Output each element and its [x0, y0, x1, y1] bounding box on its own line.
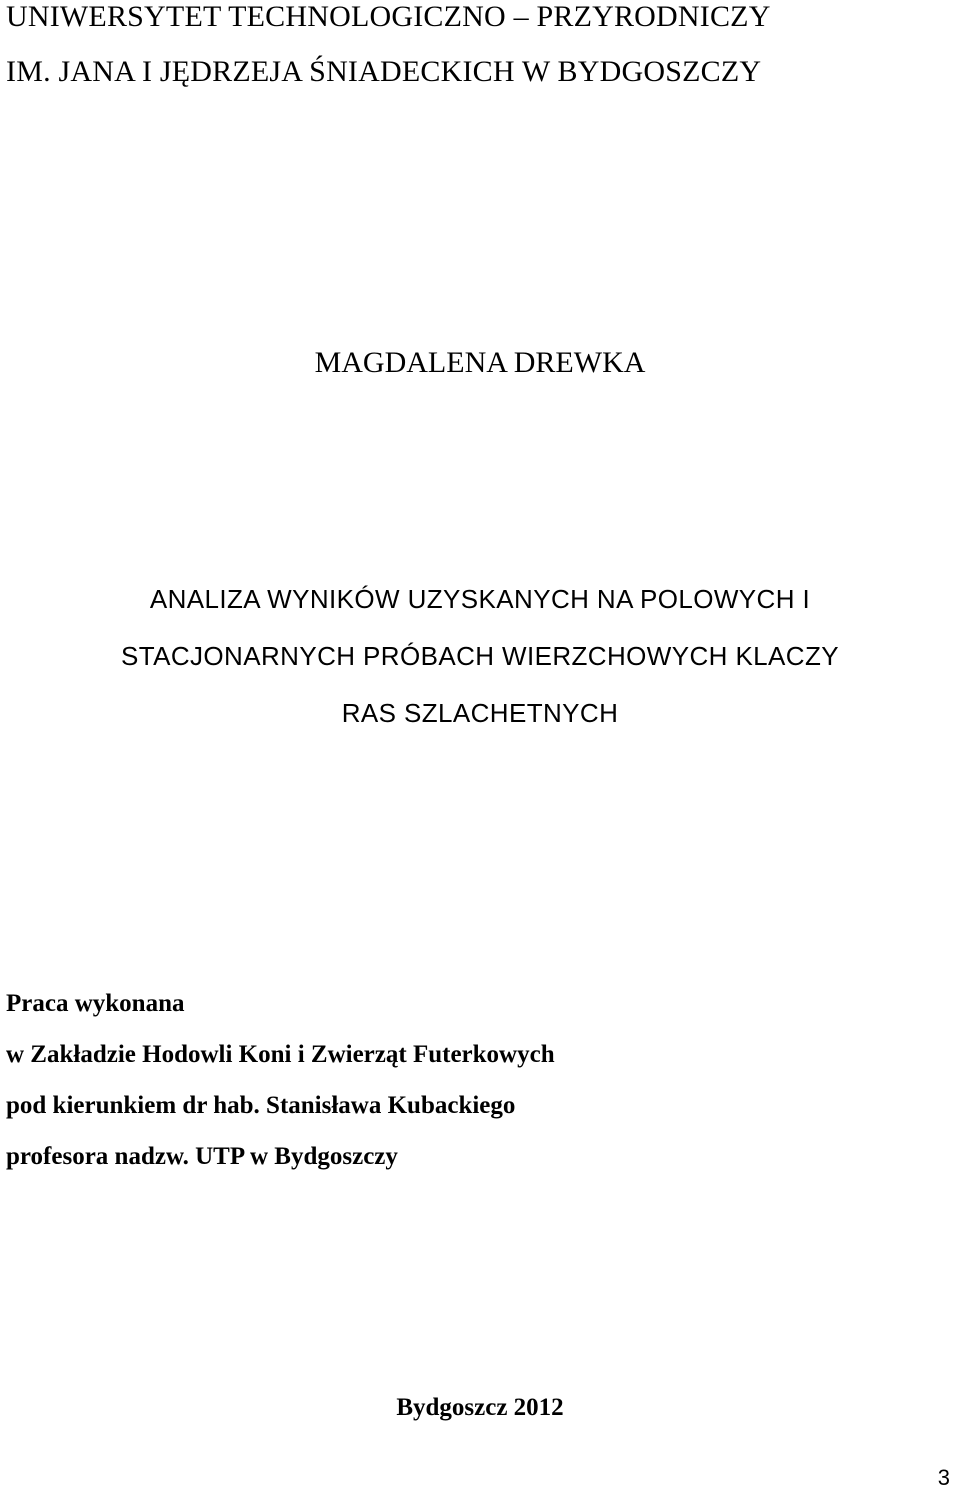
place-and-year: Bydgoszcz 2012	[396, 1394, 564, 1421]
thesis-title-line-2: STACJONARNYCH PRÓBACH WIERZCHOWYCH KLACZY	[121, 641, 839, 671]
university-name-line-2: IM. JANA I JĘDRZEJA ŚNIADECKICH W BYDGOSZCZY	[6, 55, 762, 88]
work-info-line-3: pod kierunkiem dr hab. Stanisława Kubackiego	[6, 1092, 516, 1119]
university-name-line-1: UNIWERSYTET TECHNOLOGICZNO – PRZYRODNICZY	[6, 0, 771, 33]
page-number: 3	[937, 1465, 950, 1490]
work-info-line-4: profesora nadzw. UTP w Bydgoszczy	[6, 1143, 398, 1170]
thesis-title-line-3: RAS SZLACHETNYCH	[341, 698, 619, 728]
work-info-line-1: Praca wykonana	[6, 990, 185, 1017]
author-name: MAGDALENA DREWKA	[314, 346, 646, 379]
thesis-title-line-1: ANALIZA WYNIKÓW UZYSKANYCH NA POLOWYCH I	[149, 584, 811, 614]
work-info-line-2: w Zakładzie Hodowli Koni i Zwierząt Futerkowych	[6, 1041, 555, 1068]
